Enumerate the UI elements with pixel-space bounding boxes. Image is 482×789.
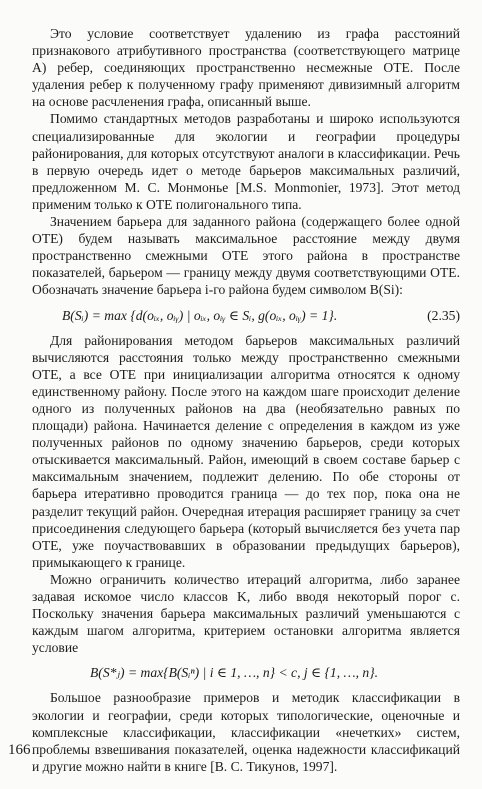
- page-content: [32, 25, 460, 775]
- paragraph: Можно ограничить количество итераций алгоритма, либо заранее задавая искомое число классов K, либо вводя некоторый порог c. Поскольку значения барьера максимальных различий уменьшаются с каждым шагом алгоритма, критерием остановки алгоритма является условие: [32, 571, 460, 656]
- paragraph: Это условие соответствует удалению из графа расстояний признакового атрибутивного пространства (соответствующего матрице А) ребер, соединяющих пространственно несмежные ОТЕ. После удаления ребер к полученному графу применяют дивизимный алгоритм на основе расчленения графа, описанный выше.: [32, 26, 460, 110]
- formula-text: B(S*ⱼ) = max{B(Sᵢⁿ) | i ∈ 1, …, n} < c, j ∈ {1, …, n}.: [90, 665, 379, 681]
- formula-stop-condition: [32, 664, 460, 681]
- equation-number: (2.35): [427, 307, 460, 323]
- paragraph: Значением барьера для заданного района (содержащего более одной ОТЕ) будем называть максимальное расстояние между двумя пространственно смежными ОТЕ этого района в пространстве показателей, барьером — границу между двумя соответствующими ОТЕ. Обозначать значение барьера i-го района будем символом B(Si):: [32, 214, 460, 298]
- formula-2-35: [32, 307, 460, 324]
- paragraph: Помимо стандартных методов разработаны и широко используются специализированные для экологии и географии процедуры районирования, для которых отсутствуют аналоги в классификации. Речь в первую очередь идет о методе барьеров максимальных различий, предложенном М. С. Монмонье [M.S. Monmonier, 1973]. Этот метод применим только к ОТЕ полигонального типа.: [32, 111, 460, 212]
- page-number: 166: [8, 742, 31, 758]
- paragraph: Для районирования методом барьеров максимальных различий вычисляются расстояния только между пространственно смежными ОТЕ, а все ОТЕ при инициализации алгоритма относятся к одному единственному району. После этого на каждом шаге происходит деление одного из полученных районов на два (необязательно равных по площади) района. Начинается деление с определения в каждом из уже полученных районов по одному значению барьеров, среди которых отыскивается максимальный. Район, имеющий в своем составе барьер с максимальным значением, подлежит делению. По обе стороны от барьера итеративно проводится граница — до тех пор, пока она не разделит текущий район. Очередная итерация расширяет границу за счет присоединения следующего барьера (который вычисляется без учета пар ОТЕ, уже поучаствовавших в образовании предыдущих барьеров), примыкающего к границе.: [32, 332, 460, 570]
- formula-text: B(Sᵢ) = max {d(oᵢₓ, oᵢᵧ) | oᵢₓ, oᵢᵧ ∈ Sᵢ, g(oᵢₓ, oᵢᵧ) = 1}.: [62, 307, 338, 323]
- paragraph: Большое разнообразие примеров и методик классификации в экологии и географии, среди которых типологические, оценочные и комплексные классификации, классификации «нечетких» систем, проблемы взвешивания показателей, оценка надежности классификаций и другие можно найти в книге [В. С. Тикунов, 1997].: [32, 690, 460, 774]
